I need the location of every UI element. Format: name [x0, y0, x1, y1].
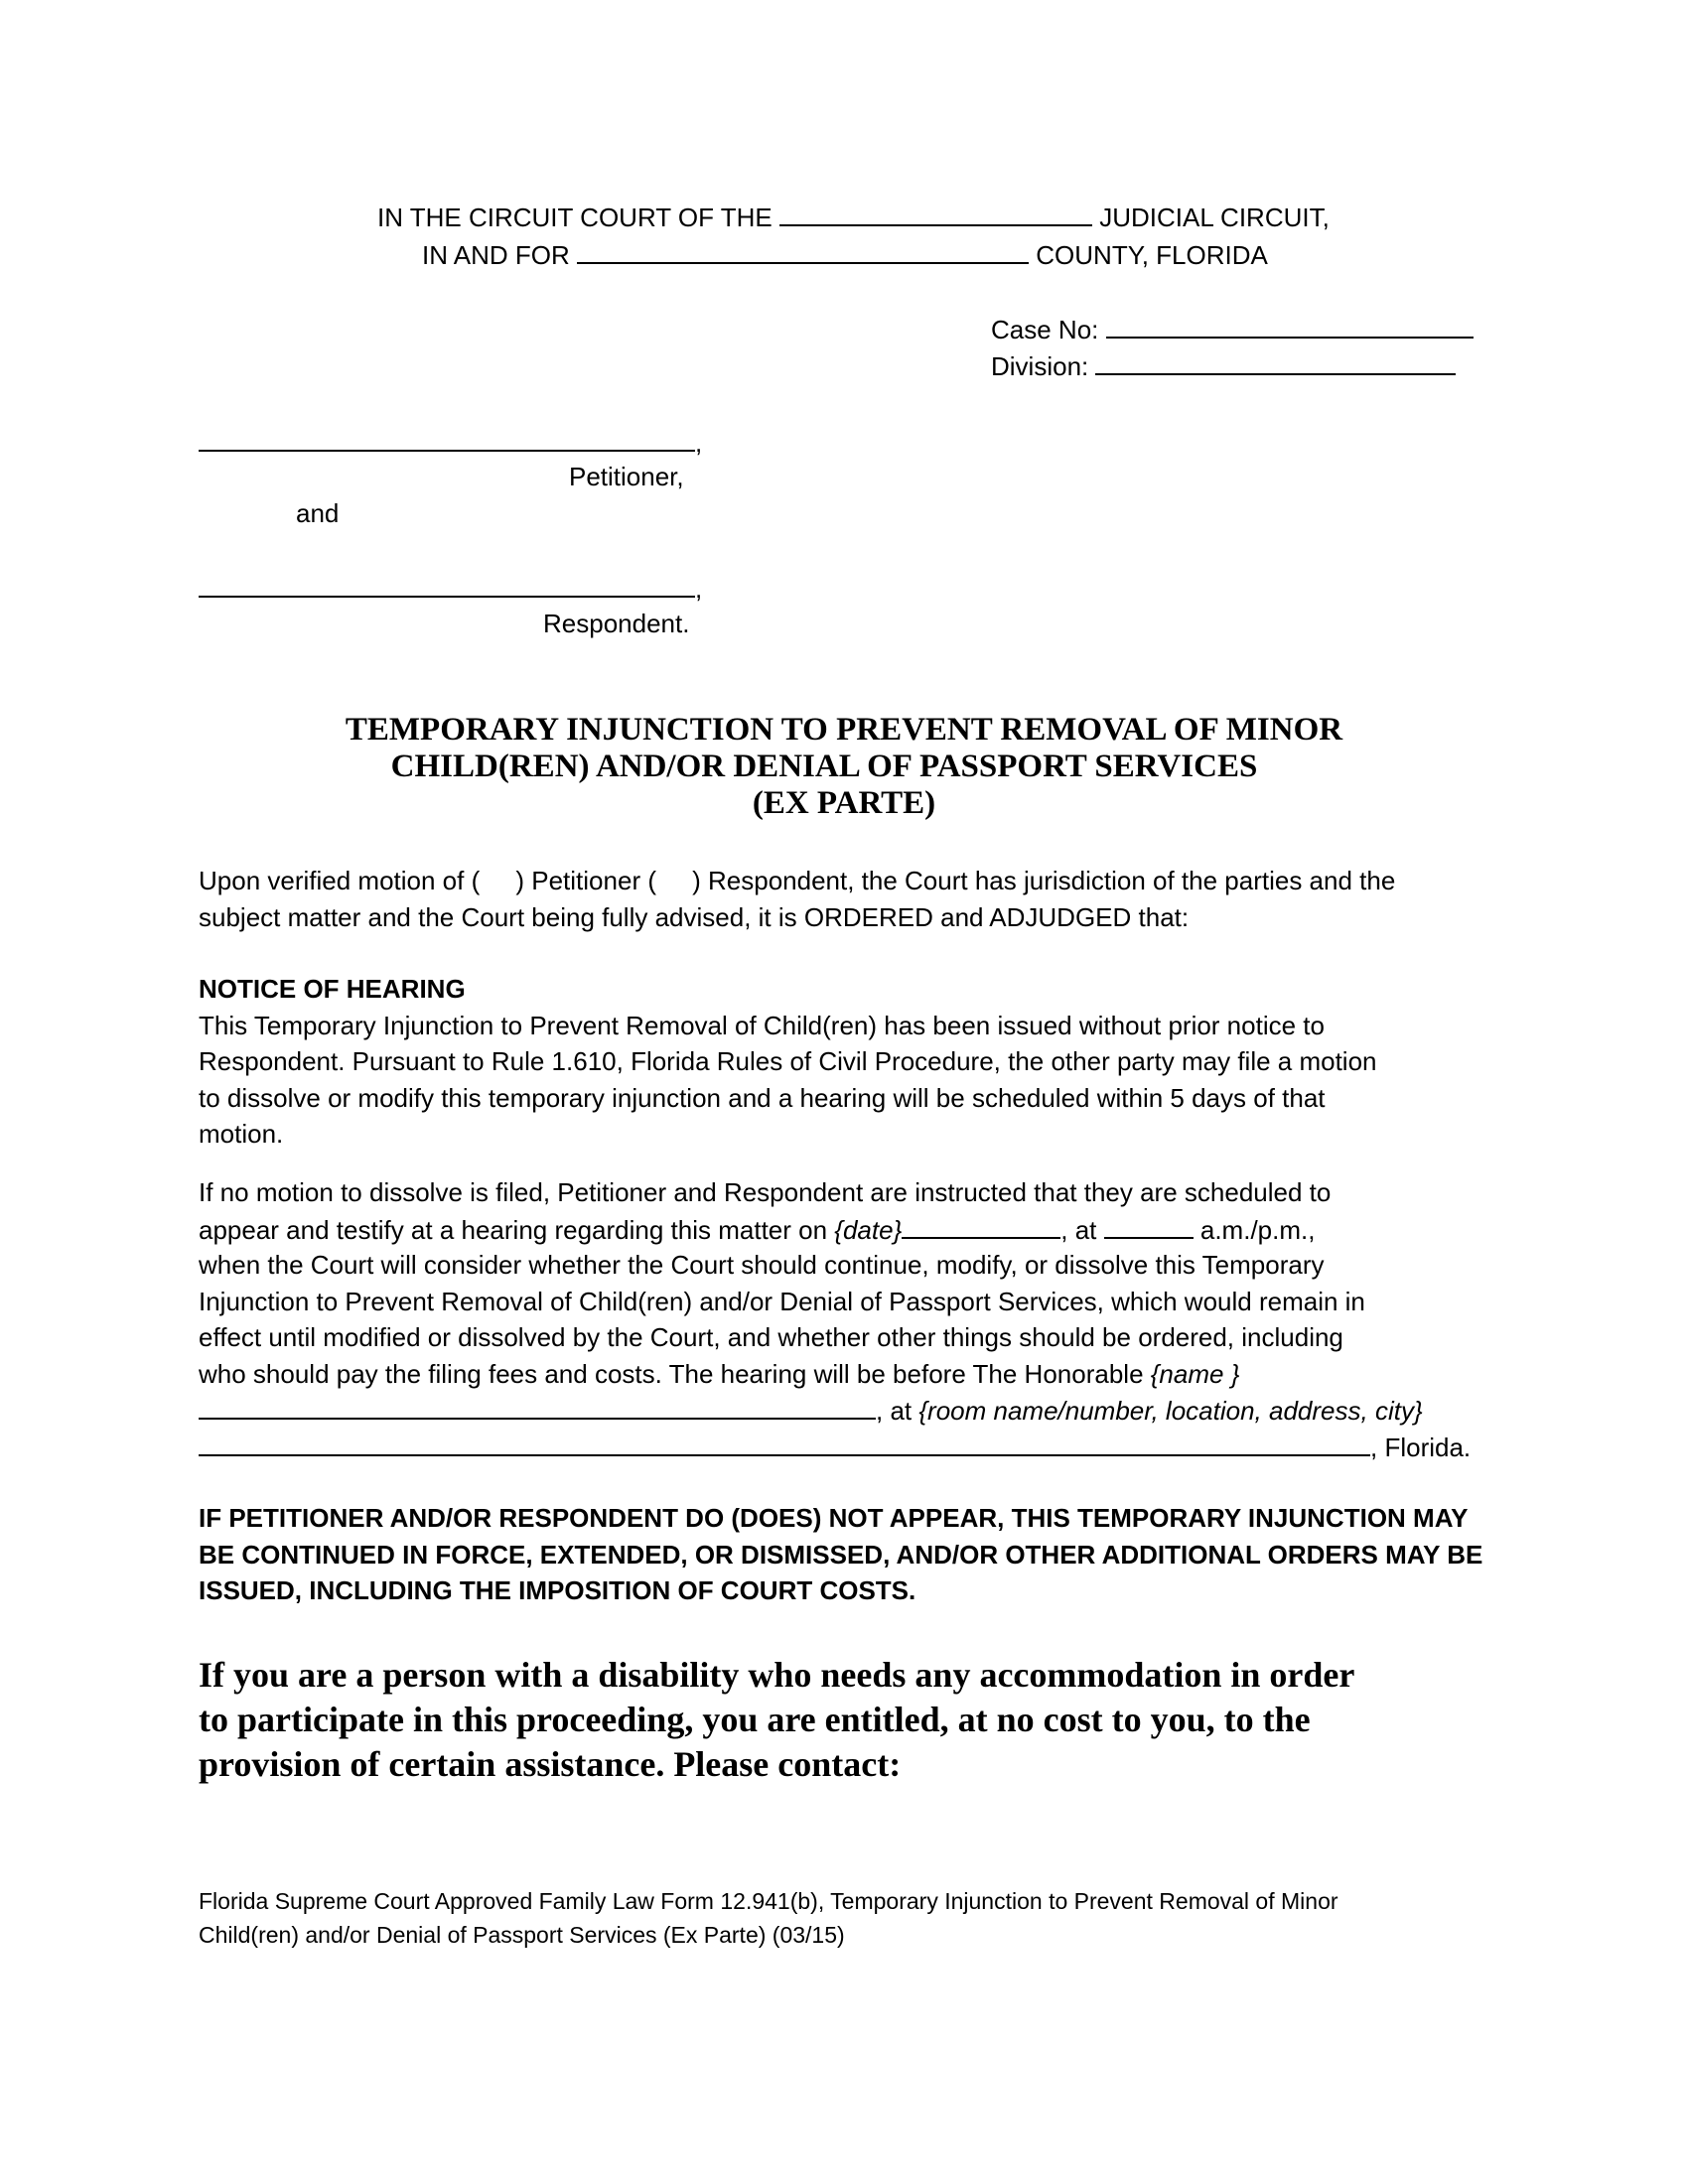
- ada-line-1: If you are a person with a disability who needs any accommodation in order: [199, 1655, 1355, 1695]
- ada-notice: [199, 1653, 1489, 1787]
- intro-paragraph: [199, 863, 1489, 935]
- warning-line-1: IF PETITIONER AND/OR RESPONDENT DO (DOES) NOT APPEAR, THIS TEMPORARY INJUNCTION MAY: [199, 1503, 1469, 1533]
- hearing-line-2: appear and testify at a hearing regarding this matter on {date} , at a.m./p.m.,: [199, 1211, 1489, 1248]
- notice-line-4: motion.: [199, 1119, 284, 1149]
- hearing-date-blank[interactable]: [902, 1211, 1060, 1239]
- respondent-comma: ,: [695, 574, 703, 604]
- case-no-blank[interactable]: [1106, 311, 1474, 339]
- judicial-circuit-label: JUDICIAL CIRCUIT,: [1099, 203, 1330, 232]
- hearing-time-blank[interactable]: [1104, 1211, 1194, 1239]
- court-line: [377, 199, 1330, 235]
- petitioner-comma: ,: [695, 428, 703, 458]
- warning-line-2: BE CONTINUED IN FORCE, EXTENDED, OR DISMISSED, AND/OR OTHER ADDITIONAL ORDERS MAY BE: [199, 1539, 1483, 1570]
- respondent-name-blank[interactable]: [199, 570, 695, 598]
- respondent-name-line: [199, 570, 702, 607]
- notice-heading: NOTICE OF HEARING: [199, 974, 466, 1004]
- judge-name-blank[interactable]: [199, 1392, 876, 1420]
- form-footer: [199, 1884, 1489, 1952]
- footer-line-1: Florida Supreme Court Approved Family Law Form 12.941(b), Temporary Injunction to Prevent Removal of Minor: [199, 1888, 1338, 1914]
- division-line: [991, 347, 1456, 384]
- hearing-location-blank[interactable]: [199, 1429, 1370, 1456]
- county-line: [422, 236, 1268, 273]
- ada-line-3: provision of certain assistance. Please contact:: [199, 1744, 902, 1784]
- date-placeholder: {date}: [834, 1214, 903, 1245]
- hearing-line-3: when the Court will consider whether the Court should continue, modify, or dissolve this Temporary: [199, 1250, 1325, 1280]
- and-label: and: [296, 498, 340, 528]
- hearing-line-8: , Florida.: [199, 1429, 1489, 1465]
- petitioner-name-line: [199, 424, 702, 461]
- court-line-label: IN THE CIRCUIT COURT OF THE: [377, 203, 773, 232]
- intro-line-1: Upon verified motion of ( ) Petitioner ( ) Respondent, the Court has jurisdiction of the parties and the: [199, 866, 1396, 895]
- hearing-line-4: Injunction to Prevent Removal of Child(ren) and/or Denial of Passport Services, which would remain in: [199, 1286, 1365, 1316]
- hearing-line-7: , at {room name/number, location, address, city}: [199, 1392, 1489, 1429]
- document-title-line-2: CHILD(REN) AND/OR DENIAL OF PASSPORT SERVICES: [390, 749, 1258, 784]
- document-title-line-1: TEMPORARY INJUNCTION TO PREVENT REMOVAL OF MINOR: [345, 712, 1343, 748]
- hearing-line-6: who should pay the filing fees and costs. The hearing will be before The Honorable {name }: [199, 1358, 1240, 1389]
- case-no-label: Case No:: [991, 315, 1099, 344]
- name-placeholder: {name }: [1150, 1358, 1240, 1389]
- notice-section: [199, 971, 1489, 1153]
- respondent-label: Respondent.: [543, 609, 690, 638]
- division-blank[interactable]: [1095, 347, 1456, 375]
- county-florida-label: COUNTY, FLORIDA: [1036, 240, 1268, 270]
- intro-line-2: subject matter and the Court being fully advised, it is ORDERED and ADJUDGED that:: [199, 901, 1190, 932]
- circuit-blank[interactable]: [779, 199, 1092, 226]
- hearing-line-5: effect until modified or dissolved by the Court, and whether other things should be ordered, including: [199, 1322, 1343, 1352]
- room-placeholder: {room name/number, location, address, city}: [918, 1396, 1423, 1426]
- hearing-line-1: If no motion to dissolve is filed, Petitioner and Respondent are instructed that they are scheduled to: [199, 1177, 1332, 1207]
- county-blank[interactable]: [577, 236, 1029, 264]
- document-title-line-3: (EX PARTE): [752, 785, 936, 821]
- notice-line-2: Respondent. Pursuant to Rule 1.610, Florida Rules of Civil Procedure, the other party may file a motion: [199, 1046, 1377, 1076]
- petitioner-name-blank[interactable]: [199, 424, 695, 452]
- hearing-paragraph: [199, 1174, 1489, 1464]
- petitioner-label: Petitioner,: [569, 462, 684, 491]
- warning-line-3: ISSUED, INCLUDING THE IMPOSITION OF COURT COSTS.: [199, 1575, 916, 1605]
- appearance-warning: [199, 1500, 1489, 1609]
- ada-line-2: to participate in this proceeding, you are entitled, at no cost to you, to the: [199, 1700, 1311, 1739]
- footer-line-2: Child(ren) and/or Denial of Passport Services (Ex Parte) (03/15): [199, 1922, 845, 1948]
- notice-line-1: This Temporary Injunction to Prevent Removal of Child(ren) has been issued without prior notice to: [199, 1010, 1325, 1040]
- notice-line-3: to dissolve or modify this temporary injunction and a hearing will be scheduled within 5 days of that: [199, 1082, 1326, 1113]
- case-no-line: [991, 311, 1474, 347]
- county-line-label: IN AND FOR: [422, 240, 570, 270]
- division-label: Division:: [991, 351, 1089, 381]
